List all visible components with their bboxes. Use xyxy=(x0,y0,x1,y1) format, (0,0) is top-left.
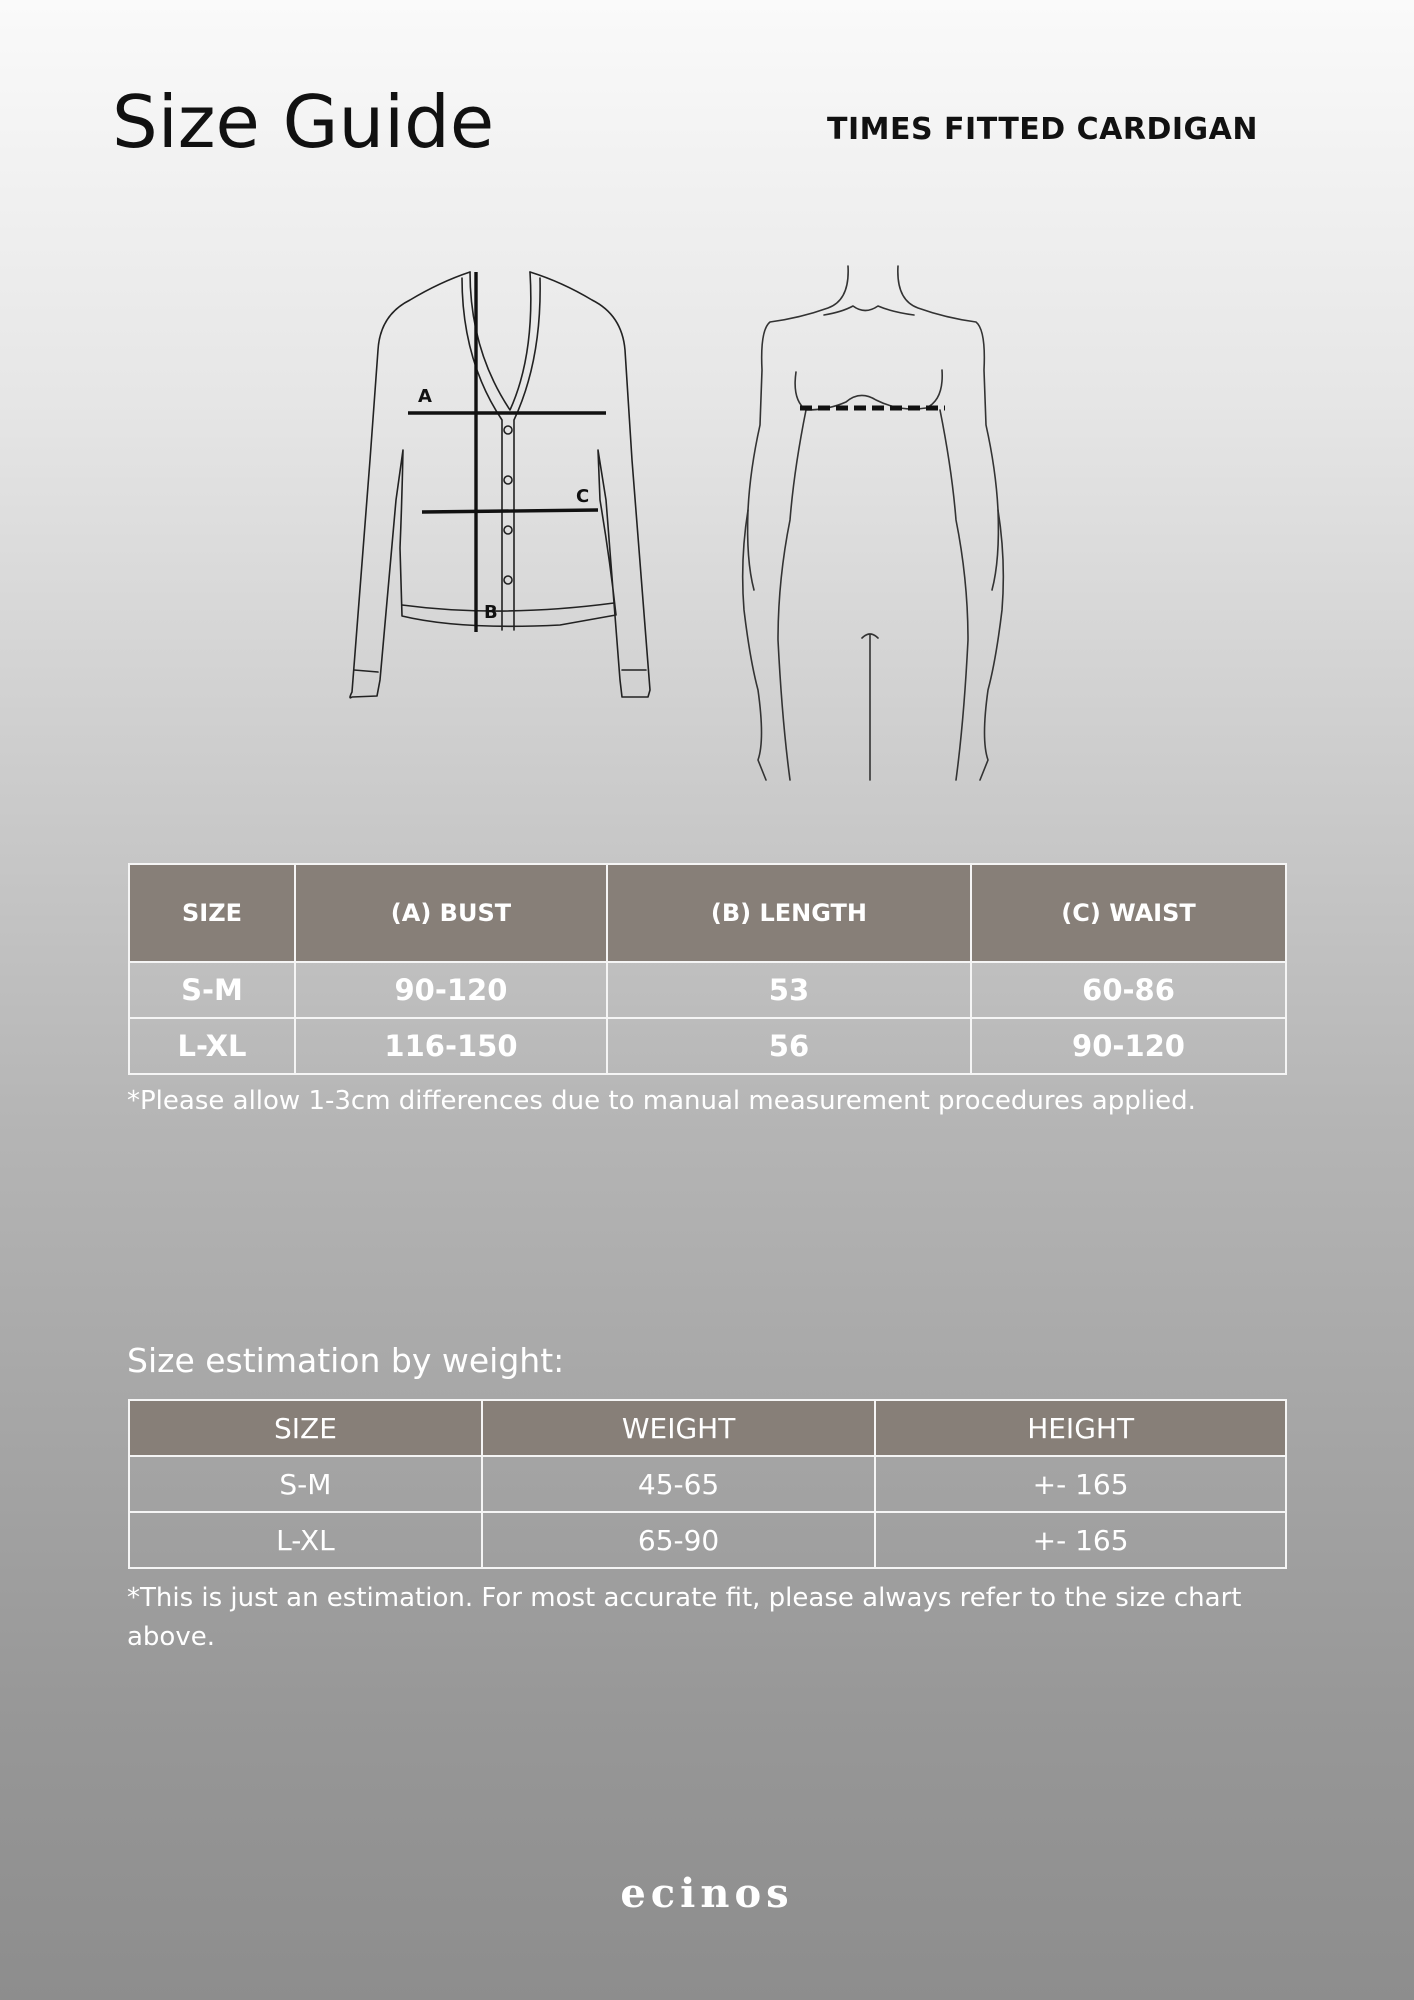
table-cell: L-XL xyxy=(129,1512,482,1568)
cardigan-drawing xyxy=(350,272,650,698)
product-name: TIMES FITTED CARDIGAN xyxy=(827,112,1258,147)
table-row xyxy=(129,962,1286,1018)
page-title: Size Guide xyxy=(112,80,495,164)
column-header-length: (B) LENGTH xyxy=(607,864,971,962)
size-chart-header-row xyxy=(129,864,1286,962)
column-header-waist: (C) WAIST xyxy=(971,864,1286,962)
table-cell: +- 165 xyxy=(875,1512,1286,1568)
table-cell: 45-65 xyxy=(482,1456,875,1512)
table-cell: 116-150 xyxy=(295,1018,607,1074)
body-figure-drawing xyxy=(743,266,1004,780)
label-a: A xyxy=(418,386,432,407)
measurement-illustration xyxy=(330,260,1030,790)
table-cell: 90-120 xyxy=(971,1018,1286,1074)
table-row xyxy=(129,1456,1286,1512)
measurement-lines xyxy=(408,272,606,632)
column-header-bust: (A) BUST xyxy=(295,864,607,962)
table-row xyxy=(129,1512,1286,1568)
column-header-height: HEIGHT xyxy=(875,1400,1286,1456)
estimation-disclaimer: *This is just an estimation. For most accurate fit, please always refer to the size chart above. xyxy=(127,1583,1242,1652)
table-cell: S-M xyxy=(129,962,295,1018)
weight-chart-header-row xyxy=(129,1400,1286,1456)
column-header-size: SIZE xyxy=(129,864,295,962)
weight-chart-table xyxy=(128,1399,1287,1569)
weight-chart-heading: Size estimation by weight: xyxy=(127,1341,565,1380)
table-row xyxy=(129,1018,1286,1074)
table-cell: S-M xyxy=(129,1456,482,1512)
measurement-disclaimer: *Please allow 1-3cm differences due to manual measurement procedures applied. xyxy=(127,1086,1196,1116)
size-chart-table xyxy=(128,863,1287,1075)
column-header-weight: WEIGHT xyxy=(482,1400,875,1456)
label-b: B xyxy=(484,602,498,623)
brand-logo: ecinos xyxy=(620,1870,794,1917)
table-cell: 53 xyxy=(607,962,971,1018)
column-header-size: SIZE xyxy=(129,1400,482,1456)
label-c: C xyxy=(576,486,590,507)
table-cell: 65-90 xyxy=(482,1512,875,1568)
table-cell: 90-120 xyxy=(295,962,607,1018)
table-cell: +- 165 xyxy=(875,1456,1286,1512)
table-cell: 60-86 xyxy=(971,962,1286,1018)
table-cell: 56 xyxy=(607,1018,971,1074)
table-cell: L-XL xyxy=(129,1018,295,1074)
